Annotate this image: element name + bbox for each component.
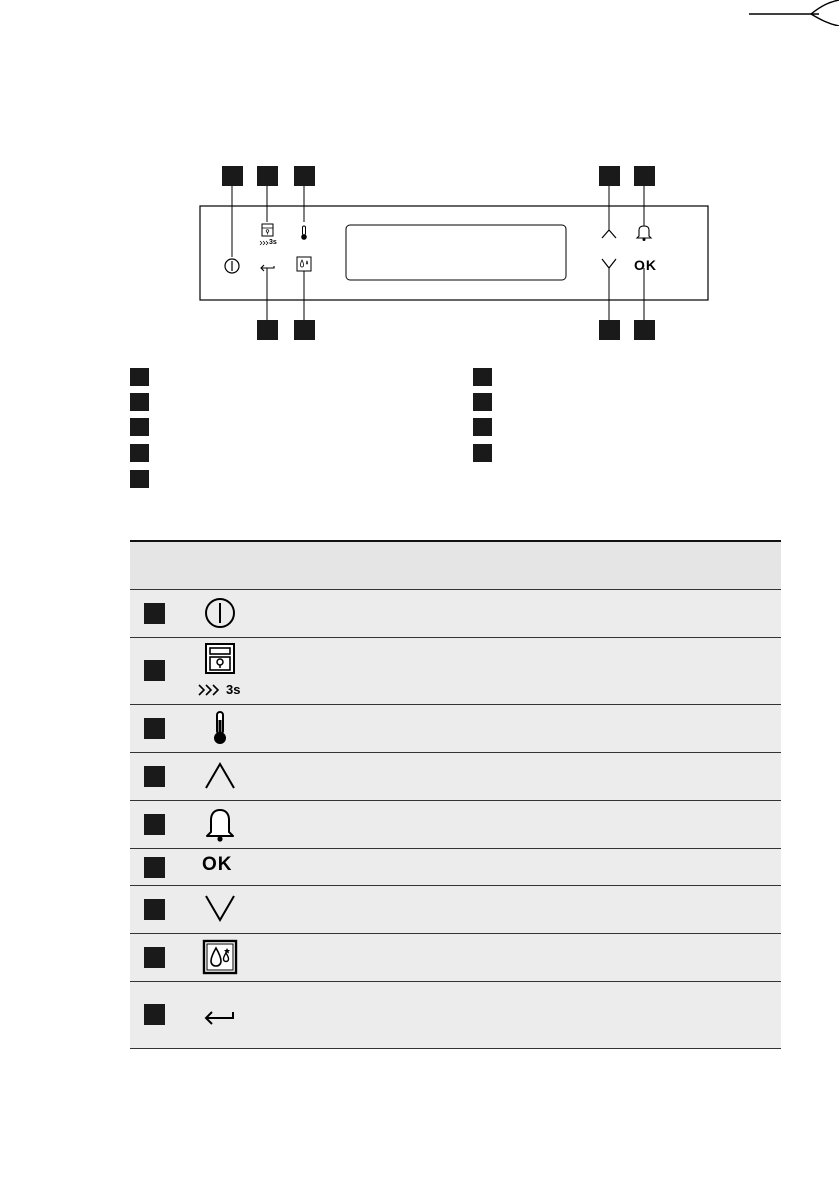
callout-1 (222, 166, 243, 186)
legend-badge (130, 368, 149, 386)
control-panel-diagram (0, 0, 839, 500)
steam-icon (297, 257, 311, 271)
thermometer-icon (301, 226, 307, 240)
row-number-badge (144, 718, 165, 739)
callout-3 (294, 166, 315, 186)
row-number-badge (144, 857, 165, 878)
hold-duration-label: 3s (269, 239, 277, 246)
power-icon (202, 595, 238, 631)
row-number-badge (144, 766, 165, 787)
ok-icon: OK (202, 854, 233, 875)
row-number-badge (144, 1004, 165, 1025)
row-number-badge (144, 603, 165, 624)
arrow-down-icon (202, 892, 238, 924)
power-icon (225, 259, 239, 273)
table-row (130, 982, 781, 1049)
callout-2 (257, 166, 278, 186)
hold-indicator: 3s (198, 682, 240, 697)
display-window (346, 225, 566, 280)
callout-4 (599, 166, 620, 186)
callout-9 (257, 320, 278, 340)
legend-badge (130, 418, 149, 436)
control-table (130, 540, 781, 1049)
bell-icon (202, 806, 238, 842)
table-row (130, 753, 781, 801)
back-arrow-icon (202, 1002, 238, 1026)
table-header (130, 540, 781, 590)
steam-icon (202, 939, 238, 975)
chevrons-icon (198, 683, 224, 697)
ok-label: OK (634, 257, 657, 273)
callout-5 (634, 166, 655, 186)
legend-badge (473, 418, 492, 436)
callout-6 (634, 320, 655, 340)
legend-badge (130, 470, 149, 488)
callout-8 (294, 320, 315, 340)
table-row (130, 705, 781, 753)
table-row (130, 590, 781, 638)
legend-badge (473, 393, 492, 411)
table-row (130, 849, 781, 886)
legend-badge (130, 444, 149, 462)
table-row (130, 801, 781, 849)
row-number-badge (144, 947, 165, 968)
row-number-badge (144, 660, 165, 681)
table-row (130, 638, 781, 705)
table-row (130, 886, 781, 934)
door-lock-icon (202, 643, 238, 676)
table-row (130, 934, 781, 982)
row-number-badge (144, 899, 165, 920)
legend-badge (130, 393, 149, 411)
thermometer-icon (202, 710, 238, 746)
row-number-badge (144, 814, 165, 835)
arrow-up-icon (202, 760, 238, 792)
legend-badge (473, 368, 492, 386)
callout-7 (599, 320, 620, 340)
legend-badge (473, 444, 492, 462)
